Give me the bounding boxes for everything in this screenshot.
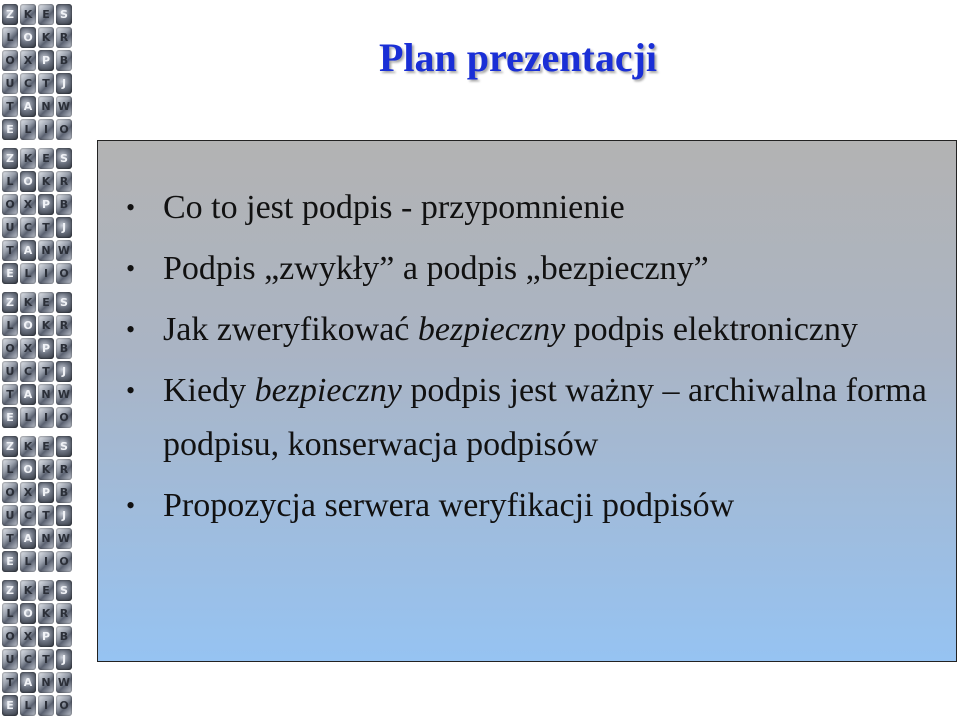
letter-tile: E	[38, 580, 54, 601]
letter-tile: I	[38, 263, 54, 284]
letter-tile: L	[2, 459, 18, 480]
letter-tile: O	[20, 603, 36, 624]
letter-tile: S	[56, 292, 72, 313]
letter-tile: U	[2, 361, 18, 382]
letter-tile: P	[38, 482, 54, 503]
bullet-item	[126, 303, 946, 357]
letter-tile: O	[56, 119, 72, 140]
letter-tile-block	[2, 292, 72, 428]
letter-tile: O	[20, 171, 36, 192]
letter-tile: K	[38, 171, 54, 192]
letter-tile: B	[56, 626, 72, 647]
letter-tile: T	[2, 240, 18, 261]
bullet-text-italic: bezpieczny	[254, 372, 402, 409]
letter-tile: B	[56, 338, 72, 359]
letter-tile: C	[20, 361, 36, 382]
bullet-text: Kiedy	[163, 372, 255, 409]
letter-tile: Z	[2, 148, 18, 169]
letter-tile: T	[38, 505, 54, 526]
letter-tile: A	[20, 96, 36, 117]
letter-tile: E	[38, 436, 54, 457]
letter-tile: N	[38, 96, 54, 117]
letter-tile: T	[2, 384, 18, 405]
bullet-item	[126, 242, 946, 296]
bullet-marker: •	[126, 315, 136, 344]
letter-tile: E	[2, 407, 18, 428]
letter-tile: O	[20, 27, 36, 48]
letter-tile-block	[2, 580, 72, 716]
bullet-marker: •	[126, 254, 136, 283]
letter-tile: T	[38, 361, 54, 382]
bullet-item	[126, 479, 946, 533]
letter-tile: N	[38, 672, 54, 693]
letter-tile: Z	[2, 580, 18, 601]
bullet-text-italic: bezpieczny	[417, 311, 566, 348]
letter-tile: E	[2, 263, 18, 284]
letter-tile: C	[20, 649, 36, 670]
letter-tile: J	[56, 649, 72, 670]
bullet-text: Podpis „zwykły” a podpis „bezpieczny”	[163, 250, 709, 287]
letter-tile: W	[56, 384, 72, 405]
letter-tile: X	[20, 482, 36, 503]
letter-tile: R	[56, 315, 72, 336]
letter-tile: W	[56, 672, 72, 693]
letter-tile: Z	[2, 292, 18, 313]
bullet-item	[126, 181, 946, 235]
bullet-list	[126, 181, 946, 533]
slide-title: Plan prezentacji	[378, 35, 658, 80]
letter-tile: T	[2, 96, 18, 117]
letter-tile: P	[38, 338, 54, 359]
letter-tile: S	[56, 148, 72, 169]
letter-tile: T	[2, 672, 18, 693]
letter-tile: O	[20, 315, 36, 336]
letter-tile: L	[2, 27, 18, 48]
letter-tile: B	[56, 194, 72, 215]
letter-tile: W	[56, 240, 72, 261]
letter-tile: O	[56, 263, 72, 284]
letter-tile-block	[2, 436, 72, 572]
letter-tile: J	[56, 217, 72, 238]
letter-tile: C	[20, 505, 36, 526]
letter-tile: U	[2, 505, 18, 526]
letter-tile: T	[38, 73, 54, 94]
letter-tile: E	[2, 695, 18, 716]
letter-tile: L	[2, 171, 18, 192]
bullet-marker: •	[126, 193, 136, 222]
letter-tile: A	[20, 384, 36, 405]
letter-tile: T	[38, 217, 54, 238]
letter-tile: T	[38, 649, 54, 670]
letter-tile: O	[56, 695, 72, 716]
letter-tile: K	[20, 436, 36, 457]
bullet-text: podpis jest ważny – archiwalna forma podpisu, konserwacja podpisów	[163, 372, 927, 463]
letter-tile: I	[38, 551, 54, 572]
letter-tile: Z	[2, 4, 18, 25]
letter-tile: O	[56, 551, 72, 572]
letter-tile: S	[56, 436, 72, 457]
letter-tile: J	[56, 73, 72, 94]
content-box	[97, 140, 957, 662]
letter-tile: S	[56, 580, 72, 601]
letter-tile: O	[2, 626, 18, 647]
bullet-marker: •	[126, 376, 136, 405]
letter-tile: K	[20, 580, 36, 601]
letter-tile: E	[38, 148, 54, 169]
letter-tile: P	[38, 50, 54, 71]
letter-tile: R	[56, 459, 72, 480]
letter-tile: W	[56, 528, 72, 549]
letter-tile: L	[20, 407, 36, 428]
letter-tile: K	[20, 4, 36, 25]
bullet-text: Propozycja serwera weryfikacji podpisów	[163, 487, 735, 524]
bullet-item	[126, 364, 946, 472]
letter-tile: C	[20, 217, 36, 238]
letter-tile: E	[38, 4, 54, 25]
letter-tile: P	[38, 194, 54, 215]
letter-tile: R	[56, 171, 72, 192]
letter-tile: L	[20, 263, 36, 284]
letter-tile: L	[20, 695, 36, 716]
letter-tile: A	[20, 240, 36, 261]
decorative-letter-tile-strip	[0, 0, 76, 724]
bullet-text: Jak zweryfikować	[163, 311, 418, 348]
letter-tile: X	[20, 338, 36, 359]
letter-tile: T	[2, 528, 18, 549]
bullet-marker: •	[126, 491, 136, 520]
letter-tile: X	[20, 626, 36, 647]
letter-tile: O	[2, 194, 18, 215]
letter-tile: K	[20, 148, 36, 169]
letter-tile: K	[38, 603, 54, 624]
letter-tile: O	[56, 407, 72, 428]
letter-tile: B	[56, 50, 72, 71]
letter-tile: U	[2, 217, 18, 238]
letter-tile: L	[20, 119, 36, 140]
letter-tile: E	[2, 551, 18, 572]
letter-tile: X	[20, 50, 36, 71]
letter-tile: R	[56, 27, 72, 48]
letter-tile: I	[38, 119, 54, 140]
bullet-text: podpis elektroniczny	[565, 311, 858, 348]
letter-tile: L	[2, 603, 18, 624]
letter-tile: P	[38, 626, 54, 647]
letter-tile: O	[2, 482, 18, 503]
bullet-text: Co to jest podpis - przypomnienie	[163, 189, 625, 226]
letter-tile: L	[20, 551, 36, 572]
letter-tile: J	[56, 505, 72, 526]
letter-tile: R	[56, 603, 72, 624]
letter-tile: N	[38, 528, 54, 549]
letter-tile: I	[38, 407, 54, 428]
letter-tile: N	[38, 240, 54, 261]
letter-tile: X	[20, 194, 36, 215]
letter-tile: U	[2, 73, 18, 94]
letter-tile: N	[38, 384, 54, 405]
letter-tile: K	[20, 292, 36, 313]
letter-tile: K	[38, 27, 54, 48]
letter-tile: O	[20, 459, 36, 480]
letter-tile: L	[2, 315, 18, 336]
letter-tile: A	[20, 528, 36, 549]
letter-tile: K	[38, 315, 54, 336]
letter-tile: O	[2, 50, 18, 71]
letter-tile: S	[56, 4, 72, 25]
letter-tile: I	[38, 695, 54, 716]
letter-tile: J	[56, 361, 72, 382]
letter-tile: E	[38, 292, 54, 313]
letter-tile: Z	[2, 436, 18, 457]
letter-tile: W	[56, 96, 72, 117]
letter-tile: B	[56, 482, 72, 503]
letter-tile: A	[20, 672, 36, 693]
letter-tile: U	[2, 649, 18, 670]
letter-tile: E	[2, 119, 18, 140]
letter-tile-block	[2, 4, 72, 140]
letter-tile: C	[20, 73, 36, 94]
letter-tile: K	[38, 459, 54, 480]
letter-tile-block	[2, 148, 72, 284]
letter-tile: O	[2, 338, 18, 359]
